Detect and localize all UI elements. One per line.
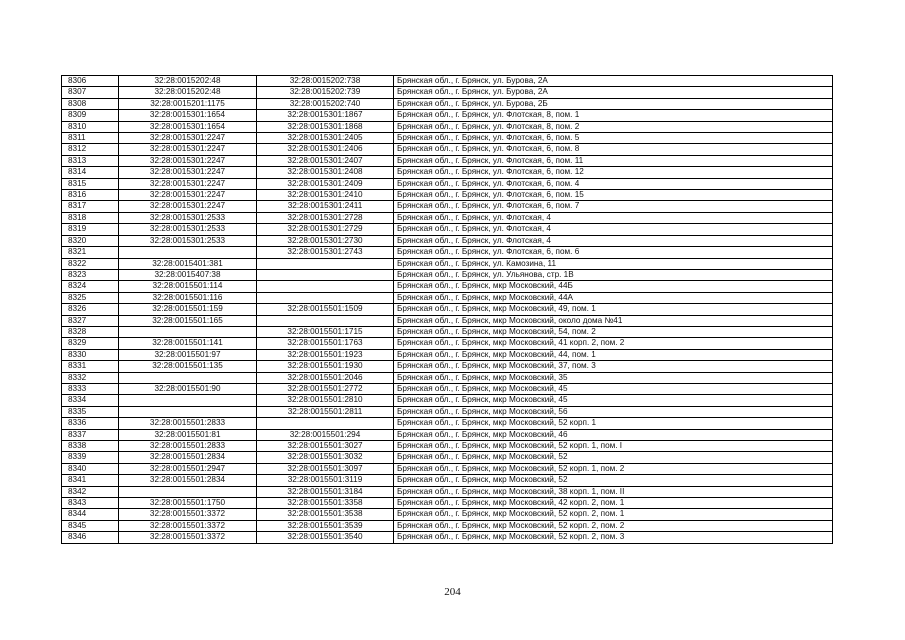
address-cell: Брянская обл., г. Брянск, ул. Флотская, 6, пом. 11 xyxy=(394,155,833,166)
cadastral-number-parcel-cell: 32:28:0015501:97 xyxy=(119,349,257,360)
row-number-cell: 8310 xyxy=(62,121,119,132)
table-row xyxy=(62,361,833,372)
cadastral-number-object-cell xyxy=(257,292,394,303)
address-cell: Брянская обл., г. Брянск, мкр Московский, 52 корп. 1 xyxy=(394,418,833,429)
table-row xyxy=(62,338,833,349)
table-row xyxy=(62,235,833,246)
cadastral-number-object-cell xyxy=(257,258,394,269)
cadastral-number-parcel-cell: 32:28:0015301:2533 xyxy=(119,224,257,235)
address-cell: Брянская обл., г. Брянск, мкр Московский, 52 xyxy=(394,452,833,463)
cadastral-number-parcel-cell: 32:28:0015501:114 xyxy=(119,281,257,292)
cadastral-number-object-cell: 32:28:0015501:3097 xyxy=(257,463,394,474)
row-number-cell: 8307 xyxy=(62,87,119,98)
cadastral-number-object-cell: 32:28:0015301:2743 xyxy=(257,247,394,258)
cadastral-number-parcel-cell: 32:28:0015301:2247 xyxy=(119,190,257,201)
address-cell: Брянская обл., г. Брянск, ул. Флотская, 6, пом. 12 xyxy=(394,167,833,178)
address-cell: Брянская обл., г. Брянск, ул. Флотская, 6, пом. 15 xyxy=(394,190,833,201)
cadastral-number-object-cell: 32:28:0015501:1715 xyxy=(257,326,394,337)
cadastral-number-object-cell: 32:28:0015501:2772 xyxy=(257,383,394,394)
address-cell: Брянская обл., г. Брянск, мкр Московский, около дома №41 xyxy=(394,315,833,326)
cadastral-number-parcel-cell: 32:28:0015501:2833 xyxy=(119,418,257,429)
row-number-cell: 8346 xyxy=(62,532,119,543)
table-row xyxy=(62,167,833,178)
address-cell: Брянская обл., г. Брянск, ул. Флотская, 8, пом. 2 xyxy=(394,121,833,132)
row-number-cell: 8312 xyxy=(62,144,119,155)
address-cell: Брянская обл., г. Брянск, ул. Бурова, 2А xyxy=(394,76,833,87)
page-number: 204 xyxy=(444,586,461,598)
row-number-cell: 8320 xyxy=(62,235,119,246)
cadastral-number-object-cell: 32:28:0015501:3538 xyxy=(257,509,394,520)
row-number-cell: 8318 xyxy=(62,212,119,223)
table-row xyxy=(62,532,833,543)
address-cell: Брянская обл., г. Брянск, ул. Флотская, 4 xyxy=(394,224,833,235)
cadastral-number-parcel-cell: 32:28:0015501:90 xyxy=(119,383,257,394)
cadastral-number-parcel-cell: 32:28:0015301:2247 xyxy=(119,155,257,166)
row-number-cell: 8340 xyxy=(62,463,119,474)
cadastral-number-parcel-cell: 32:28:0015501:3372 xyxy=(119,509,257,520)
cadastral-number-parcel-cell: 32:28:0015501:116 xyxy=(119,292,257,303)
table-row xyxy=(62,76,833,87)
property-table-body xyxy=(62,76,833,544)
address-cell: Брянская обл., г. Брянск, мкр Московский, 35 xyxy=(394,372,833,383)
row-number-cell: 8323 xyxy=(62,269,119,280)
address-cell: Брянская обл., г. Брянск, ул. Флотская, 6, пом. 4 xyxy=(394,178,833,189)
cadastral-number-object-cell: 32:28:0015301:2728 xyxy=(257,212,394,223)
table-row xyxy=(62,281,833,292)
address-cell: Брянская обл., г. Брянск, мкр Московский, 52 корп. 1, пом. I xyxy=(394,441,833,452)
address-cell: Брянская обл., г. Брянск, ул. Бурова, 2Б xyxy=(394,98,833,109)
cadastral-number-object-cell: 32:28:0015501:2810 xyxy=(257,395,394,406)
cadastral-number-object-cell: 32:28:0015501:3184 xyxy=(257,486,394,497)
cadastral-number-parcel-cell xyxy=(119,406,257,417)
cadastral-number-parcel-cell xyxy=(119,486,257,497)
cadastral-number-object-cell: 32:28:0015501:2046 xyxy=(257,372,394,383)
address-cell: Брянская обл., г. Брянск, ул. Флотская, 6, пом. 7 xyxy=(394,201,833,212)
cadastral-number-parcel-cell: 32:28:0015407:38 xyxy=(119,269,257,280)
cadastral-number-parcel-cell: 32:28:0015301:1654 xyxy=(119,110,257,121)
cadastral-number-object-cell xyxy=(257,281,394,292)
cadastral-number-object-cell: 32:28:0015202:740 xyxy=(257,98,394,109)
row-number-cell: 8341 xyxy=(62,475,119,486)
cadastral-number-object-cell: 32:28:0015301:2729 xyxy=(257,224,394,235)
table-row xyxy=(62,110,833,121)
cadastral-number-object-cell xyxy=(257,315,394,326)
table-row xyxy=(62,429,833,440)
cadastral-number-parcel-cell: 32:28:0015501:141 xyxy=(119,338,257,349)
address-cell: Брянская обл., г. Брянск, мкр Московский, 54, пом. 2 xyxy=(394,326,833,337)
table-row xyxy=(62,349,833,360)
cadastral-number-object-cell: 32:28:0015501:3032 xyxy=(257,452,394,463)
table-row xyxy=(62,212,833,223)
table-row xyxy=(62,498,833,509)
table-row xyxy=(62,406,833,417)
table-row xyxy=(62,133,833,144)
table-row xyxy=(62,475,833,486)
table-row xyxy=(62,87,833,98)
address-cell: Брянская обл., г. Брянск, мкр Московский, 52 корп. 2, пом. 3 xyxy=(394,532,833,543)
table-row xyxy=(62,258,833,269)
cadastral-number-object-cell: 32:28:0015501:1509 xyxy=(257,304,394,315)
cadastral-number-object-cell: 32:28:0015301:2410 xyxy=(257,190,394,201)
table-row xyxy=(62,224,833,235)
cadastral-number-parcel-cell: 32:28:0015501:1750 xyxy=(119,498,257,509)
table-row xyxy=(62,121,833,132)
table-row xyxy=(62,190,833,201)
table-row xyxy=(62,326,833,337)
address-cell: Брянская обл., г. Брянск, мкр Московский, 45 xyxy=(394,395,833,406)
row-number-cell: 8338 xyxy=(62,441,119,452)
row-number-cell: 8317 xyxy=(62,201,119,212)
cadastral-number-parcel-cell: 32:28:0015301:2533 xyxy=(119,212,257,223)
row-number-cell: 8335 xyxy=(62,406,119,417)
cadastral-number-parcel-cell: 32:28:0015501:3372 xyxy=(119,520,257,531)
cadastral-number-parcel-cell: 32:28:0015201:1175 xyxy=(119,98,257,109)
address-cell: Брянская обл., г. Брянск, ул. Ульянова, стр. 1В xyxy=(394,269,833,280)
row-number-cell: 8322 xyxy=(62,258,119,269)
table-row xyxy=(62,315,833,326)
cadastral-number-parcel-cell: 32:28:0015202:48 xyxy=(119,76,257,87)
cadastral-number-object-cell: 32:28:0015501:3358 xyxy=(257,498,394,509)
row-number-cell: 8326 xyxy=(62,304,119,315)
row-number-cell: 8339 xyxy=(62,452,119,463)
table-row xyxy=(62,304,833,315)
address-cell: Брянская обл., г. Брянск, ул. Камозина, 11 xyxy=(394,258,833,269)
row-number-cell: 8321 xyxy=(62,247,119,258)
cadastral-number-object-cell: 32:28:0015301:2408 xyxy=(257,167,394,178)
table-row xyxy=(62,452,833,463)
row-number-cell: 8344 xyxy=(62,509,119,520)
cadastral-number-object-cell: 32:28:0015501:1923 xyxy=(257,349,394,360)
row-number-cell: 8309 xyxy=(62,110,119,121)
address-cell: Брянская обл., г. Брянск, ул. Флотская, 4 xyxy=(394,212,833,223)
address-cell: Брянская обл., г. Брянск, мкр Московский, 52 корп. 1, пом. 2 xyxy=(394,463,833,474)
address-cell: Брянская обл., г. Брянск, мкр Московский, 49, пом. 1 xyxy=(394,304,833,315)
cadastral-number-parcel-cell: 32:28:0015301:2247 xyxy=(119,201,257,212)
cadastral-number-parcel-cell: 32:28:0015501:165 xyxy=(119,315,257,326)
table-row xyxy=(62,441,833,452)
address-cell: Брянская обл., г. Брянск, мкр Московский, 56 xyxy=(394,406,833,417)
table-row xyxy=(62,372,833,383)
cadastral-number-object-cell: 32:28:0015501:1930 xyxy=(257,361,394,372)
cadastral-number-object-cell: 32:28:0015301:1867 xyxy=(257,110,394,121)
cadastral-number-object-cell: 32:28:0015301:2409 xyxy=(257,178,394,189)
row-number-cell: 8334 xyxy=(62,395,119,406)
table-row xyxy=(62,463,833,474)
address-cell: Брянская обл., г. Брянск, мкр Московский, 44Б xyxy=(394,281,833,292)
row-number-cell: 8327 xyxy=(62,315,119,326)
address-cell: Брянская обл., г. Брянск, мкр Московский, 42 корп. 2, пом. 1 xyxy=(394,498,833,509)
row-number-cell: 8345 xyxy=(62,520,119,531)
cadastral-number-object-cell: 32:28:0015501:3540 xyxy=(257,532,394,543)
row-number-cell: 8342 xyxy=(62,486,119,497)
address-cell: Брянская обл., г. Брянск, мкр Московский, 41 корп. 2, пом. 2 xyxy=(394,338,833,349)
cadastral-number-object-cell: 32:28:0015501:3119 xyxy=(257,475,394,486)
cadastral-number-object-cell xyxy=(257,418,394,429)
cadastral-number-object-cell: 32:28:0015202:739 xyxy=(257,87,394,98)
cadastral-number-object-cell: 32:28:0015501:3539 xyxy=(257,520,394,531)
address-cell: Брянская обл., г. Брянск, ул. Флотская, 6, пом. 6 xyxy=(394,247,833,258)
row-number-cell: 8311 xyxy=(62,133,119,144)
cadastral-number-parcel-cell: 32:28:0015301:2533 xyxy=(119,235,257,246)
row-number-cell: 8313 xyxy=(62,155,119,166)
table-row xyxy=(62,98,833,109)
cadastral-number-parcel-cell: 32:28:0015501:3372 xyxy=(119,532,257,543)
address-cell: Брянская обл., г. Брянск, мкр Московский, 46 xyxy=(394,429,833,440)
cadastral-number-object-cell: 32:28:0015202:738 xyxy=(257,76,394,87)
cadastral-number-parcel-cell: 32:28:0015301:2247 xyxy=(119,144,257,155)
row-number-cell: 8336 xyxy=(62,418,119,429)
address-cell: Брянская обл., г. Брянск, мкр Московский, 52 xyxy=(394,475,833,486)
cadastral-number-object-cell: 32:28:0015501:294 xyxy=(257,429,394,440)
cadastral-number-object-cell: 32:28:0015301:2406 xyxy=(257,144,394,155)
cadastral-number-object-cell xyxy=(257,269,394,280)
cadastral-number-object-cell: 32:28:0015301:1868 xyxy=(257,121,394,132)
table-row xyxy=(62,486,833,497)
table-row xyxy=(62,509,833,520)
cadastral-number-parcel-cell xyxy=(119,326,257,337)
cadastral-number-parcel-cell: 32:28:0015501:2834 xyxy=(119,475,257,486)
row-number-cell: 8319 xyxy=(62,224,119,235)
cadastral-number-object-cell: 32:28:0015501:1763 xyxy=(257,338,394,349)
cadastral-number-object-cell: 32:28:0015301:2411 xyxy=(257,201,394,212)
table-row xyxy=(62,292,833,303)
row-number-cell: 8314 xyxy=(62,167,119,178)
cadastral-number-object-cell: 32:28:0015301:2730 xyxy=(257,235,394,246)
cadastral-number-parcel-cell xyxy=(119,247,257,258)
table-row xyxy=(62,395,833,406)
row-number-cell: 8328 xyxy=(62,326,119,337)
row-number-cell: 8329 xyxy=(62,338,119,349)
row-number-cell: 8315 xyxy=(62,178,119,189)
address-cell: Брянская обл., г. Брянск, мкр Московский, 44, пом. 1 xyxy=(394,349,833,360)
address-cell: Брянская обл., г. Брянск, мкр Московский, 37, пом. 3 xyxy=(394,361,833,372)
table-row xyxy=(62,144,833,155)
table-row xyxy=(62,520,833,531)
table-row xyxy=(62,155,833,166)
row-number-cell: 8343 xyxy=(62,498,119,509)
row-number-cell: 8333 xyxy=(62,383,119,394)
table-row xyxy=(62,383,833,394)
address-cell: Брянская обл., г. Брянск, ул. Флотская, 8, пом. 1 xyxy=(394,110,833,121)
table-row xyxy=(62,178,833,189)
cadastral-number-parcel-cell: 32:28:0015301:1654 xyxy=(119,121,257,132)
address-cell: Брянская обл., г. Брянск, ул. Бурова, 2А xyxy=(394,87,833,98)
row-number-cell: 8325 xyxy=(62,292,119,303)
row-number-cell: 8337 xyxy=(62,429,119,440)
table-row xyxy=(62,201,833,212)
row-number-cell: 8332 xyxy=(62,372,119,383)
cadastral-number-parcel-cell: 32:28:0015501:159 xyxy=(119,304,257,315)
cadastral-number-parcel-cell: 32:28:0015501:81 xyxy=(119,429,257,440)
row-number-cell: 8308 xyxy=(62,98,119,109)
table-row xyxy=(62,247,833,258)
row-number-cell: 8316 xyxy=(62,190,119,201)
row-number-cell: 8330 xyxy=(62,349,119,360)
address-cell: Брянская обл., г. Брянск, мкр Московский, 52 корп. 2, пом. 1 xyxy=(394,509,833,520)
cadastral-number-object-cell: 32:28:0015501:2811 xyxy=(257,406,394,417)
table-row xyxy=(62,418,833,429)
address-cell: Брянская обл., г. Брянск, мкр Московский, 52 корп. 2, пом. 2 xyxy=(394,520,833,531)
address-cell: Брянская обл., г. Брянск, мкр Московский, 44А xyxy=(394,292,833,303)
cadastral-number-parcel-cell: 32:28:0015202:48 xyxy=(119,87,257,98)
row-number-cell: 8324 xyxy=(62,281,119,292)
address-cell: Брянская обл., г. Брянск, ул. Флотская, 6, пом. 8 xyxy=(394,144,833,155)
address-cell: Брянская обл., г. Брянск, ул. Флотская, 6, пом. 5 xyxy=(394,133,833,144)
cadastral-number-parcel-cell: 32:28:0015301:2247 xyxy=(119,178,257,189)
cadastral-number-parcel-cell: 32:28:0015501:2947 xyxy=(119,463,257,474)
cadastral-number-parcel-cell xyxy=(119,395,257,406)
cadastral-number-object-cell: 32:28:0015501:3027 xyxy=(257,441,394,452)
cadastral-number-parcel-cell: 32:28:0015301:2247 xyxy=(119,167,257,178)
table-row xyxy=(62,269,833,280)
row-number-cell: 8306 xyxy=(62,76,119,87)
address-cell: Брянская обл., г. Брянск, ул. Флотская, 4 xyxy=(394,235,833,246)
cadastral-number-parcel-cell: 32:28:0015501:2833 xyxy=(119,441,257,452)
cadastral-number-parcel-cell: 32:28:0015501:135 xyxy=(119,361,257,372)
cadastral-number-parcel-cell: 32:28:0015401:381 xyxy=(119,258,257,269)
address-cell: Брянская обл., г. Брянск, мкр Московский, 45 xyxy=(394,383,833,394)
cadastral-number-object-cell: 32:28:0015301:2405 xyxy=(257,133,394,144)
property-table xyxy=(61,75,833,544)
row-number-cell: 8331 xyxy=(62,361,119,372)
address-cell: Брянская обл., г. Брянск, мкр Московский, 38 корп. 1, пом. II xyxy=(394,486,833,497)
cadastral-number-parcel-cell xyxy=(119,372,257,383)
cadastral-number-parcel-cell: 32:28:0015501:2834 xyxy=(119,452,257,463)
cadastral-number-parcel-cell: 32:28:0015301:2247 xyxy=(119,133,257,144)
cadastral-number-object-cell: 32:28:0015301:2407 xyxy=(257,155,394,166)
